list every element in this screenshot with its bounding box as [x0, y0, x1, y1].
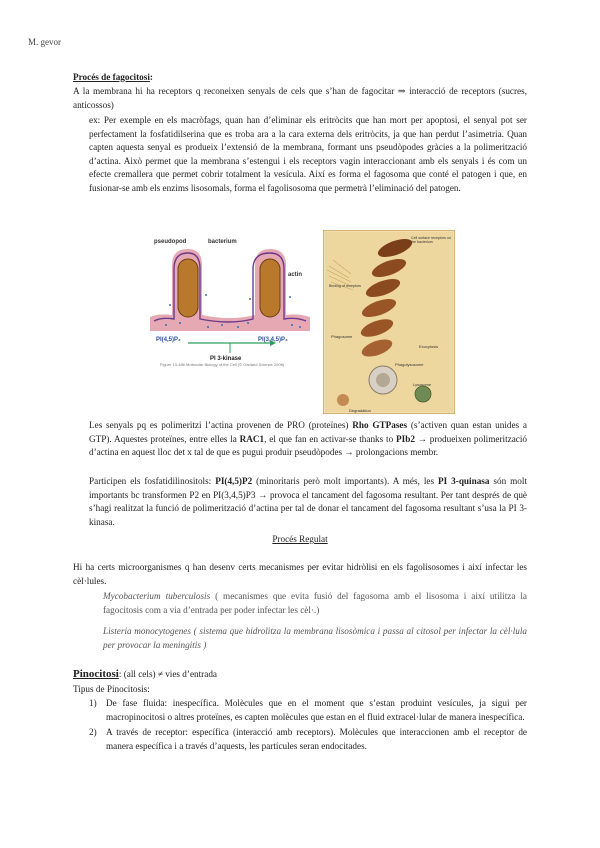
label-bacterium: bacterium — [208, 239, 237, 245]
example-listeria: Listeria monocytogenes ( sistema que hidrolitza la membrana lisosòmica i passa al citosol per infectar la cèl·lula per provocar la meningitis ) — [103, 626, 527, 650]
author-name: M. gevor — [28, 37, 61, 47]
pinocitosi-list — [89, 697, 527, 753]
figure-zipper — [150, 235, 310, 375]
list-item: 2) A través de receptor: específica (interacció amb receptors). Molècules que interaccionen amb el receptor de manera específica i a través d’aquests, les partícules seran endocitades. — [89, 727, 527, 751]
paragraph-regulat-intro: Hi ha certs microorganismes q han desenv certs mecanismes per evitar hidròlisi en els fagolisosomes i així infectar les cèl·lules. — [73, 562, 527, 586]
label-actin: actin — [288, 272, 303, 278]
pinocitosi-types-label: Tipus de Pinocitosis: — [73, 684, 150, 694]
bacterium-right — [260, 259, 280, 317]
label-receptors: Cell surface receptors on the bacterium — [411, 236, 451, 245]
label-phagolysosome: Phagolysosome — [395, 362, 424, 367]
label-pi3-kinase: PI 3-kinase — [210, 356, 242, 362]
section-title-regulat: Procés Regulat — [272, 534, 328, 544]
bacterium-left — [178, 259, 198, 317]
label-pseudopod: pseudopod — [154, 239, 187, 245]
example-mycobacterium: Mycobacterium tuberculosis ( mecanismes que evita fusió del fagosoma amb el lisosoma i així utilitza la fagocitosis com a via d’entrada per poder infectar les cèl·.) — [103, 591, 527, 615]
label-phagosome: Phagosome — [331, 334, 353, 339]
paragraph-example: ex: Per exemple en els macròfags, quan han d’eliminar els eritròcits que han mort per apoptosi, el senyal pot ser perfectament la fosfatidilserina que es troba ara a la cara externa dels eritròcits, ja que han perdut l’asimetria. Quan capten aquesta senyal es produeix l’extensió de la membrana, formant uns pseudòpodes gràcies a la polimerització d’actina. Això permet que la membrana s’estengui i els receptors vagin interaccionant amb els senyals i és com un efecte cremallera que permet cobrir totalment la vesícula. Així es forma el fagosoma que conté el patogen i que, en fusionar-se amb els enzims lisosomals, forma el fagolisosoma que permetrà l’eliminació del patogen. — [89, 115, 527, 193]
label-lysosome: Lysosome — [413, 382, 432, 387]
figure-phagocytosis-svg — [323, 230, 455, 414]
label-binding: Binding of receptors — [329, 284, 361, 288]
paragraph-fosfatidil: Participen els fosfatidilinositols: PI(4,5)P2 (minoritaris però molt importants). A més, les PI 3-quinasa són molt importants bc transformen P2 en PI(3,4,5)P3 → provoca el tancament del fagosoma resultant. Per tant després de què s’hagi realitzat la funció de polimerització d’actina per tal de donar el tancament del fagosoma resultant s’usa la PI 3-kinasa. — [89, 476, 527, 527]
label-pi45p2: PI(4,5)P₂ — [156, 337, 181, 343]
vesicle — [337, 394, 349, 406]
label-degradation: Degradation — [349, 408, 371, 413]
paragraph-senyals: Les senyals pq es polimeritzi l’actina provenen de PRO (proteïnes) Rho GTPases (s’activen quan estan unides a GTP). Aquestes proteïnes, entre elles la RAC1, el que fan en activar-se thanks to PIb2 → produeixen polimerització d’actina en aquest lloc det x tal de que es pugui produir pseudòpodes → prolongacions membr. — [89, 420, 527, 458]
figure-caption: Figure 13-48b Molecular Biology of the Cell (© Garland Science 2008) — [160, 362, 285, 367]
section-title-pinocitosi: Pinocitosi: (all cels) ≠ vies d’entrada — [73, 668, 217, 680]
section-title-fagocitosi: Procés de fagocitosi: — [73, 72, 153, 82]
paragraph-intro: A la membrana hi ha receptors q reconeixen senyals de cels que s’han de fagocitar ⇒ interacció de receptors (sucres, anticossos) — [73, 86, 527, 110]
list-item: 1) De fase fluida: inespecífica. Molècules que en el moment que s’estan produint vesícules, ja sigui per macropinocitosi o altres proteïnes, es capten molècules que estan en el fluid extracel·lular de manera inespecífica. — [89, 698, 527, 722]
label-pi345p3: PI(3,4,5)P₃ — [258, 337, 288, 343]
figure-phagocytosis — [323, 230, 455, 414]
label-exocytosis: Exocytosis — [419, 344, 439, 349]
